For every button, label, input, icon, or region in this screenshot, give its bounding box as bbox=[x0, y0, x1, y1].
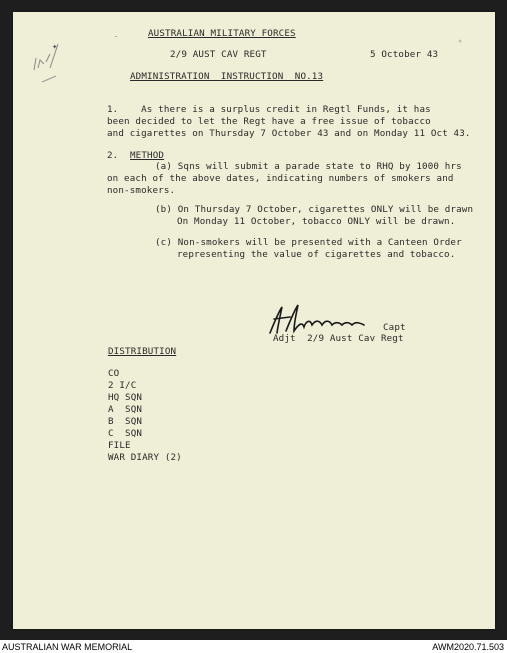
distribution-heading: DISTRIBUTION bbox=[108, 346, 177, 357]
distribution-item: A SQN bbox=[108, 404, 143, 415]
footer-accession: AWM2020.71.503 bbox=[432, 642, 504, 652]
pencil-annotation-icon bbox=[28, 40, 68, 85]
signature-rank: Capt bbox=[383, 322, 406, 333]
para1-line: been decided to let the Regt have a free issue of tobacco bbox=[107, 116, 431, 127]
document-title: ADMINISTRATION INSTRUCTION NO.13 bbox=[130, 71, 324, 82]
para2c-line: (c) Non-smokers will be presented with a Canteen Order bbox=[155, 237, 462, 248]
para2b-line: (b) On Thursday 7 October, cigarettes ONLY will be drawn bbox=[155, 204, 474, 215]
pin-hole-icon: · bbox=[114, 33, 119, 41]
pin-mark-icon: ✦ bbox=[52, 42, 58, 52]
distribution-item: C SQN bbox=[108, 428, 143, 439]
para1-line: 1. As there is a surplus credit in Regtl Funds, it has bbox=[107, 104, 431, 115]
signature-icon bbox=[268, 303, 378, 337]
para2-number: 2. bbox=[107, 150, 119, 161]
para1-line: and cigarettes on Thursday 7 October 43 and on Monday 11 Oct 43. bbox=[107, 128, 471, 139]
footer-credit: AUSTRALIAN WAR MEMORIAL bbox=[2, 642, 133, 652]
para2a-line: on each of the above dates, indicating numbers of smokers and bbox=[107, 173, 454, 184]
para2a-line: (a) Sqns will submit a parade state to RHQ by 1000 hrs bbox=[155, 161, 462, 172]
date: 5 October 43 bbox=[370, 49, 439, 60]
pin-hole-icon: ✧ bbox=[458, 37, 463, 45]
signature-block: Adjt 2/9 Aust Cav Regt bbox=[273, 333, 404, 344]
distribution-item: FILE bbox=[108, 440, 131, 451]
para2c-line: representing the value of cigarettes and tobacco. bbox=[177, 249, 456, 260]
distribution-item: B SQN bbox=[108, 416, 143, 427]
unit-name: 2/9 AUST CAV REGT bbox=[170, 49, 267, 60]
distribution-item: WAR DIARY (2) bbox=[108, 452, 182, 463]
distribution-item: HQ SQN bbox=[108, 392, 143, 403]
para2b-line: On Monday 11 October, tobacco ONLY will be drawn. bbox=[177, 216, 456, 227]
distribution-item: 2 I/C bbox=[108, 380, 137, 391]
heading: AUSTRALIAN MILITARY FORCES bbox=[148, 28, 296, 39]
distribution-item: CO bbox=[108, 368, 120, 379]
para2a-line: non-smokers. bbox=[107, 185, 176, 196]
para2-heading: METHOD bbox=[130, 150, 165, 161]
